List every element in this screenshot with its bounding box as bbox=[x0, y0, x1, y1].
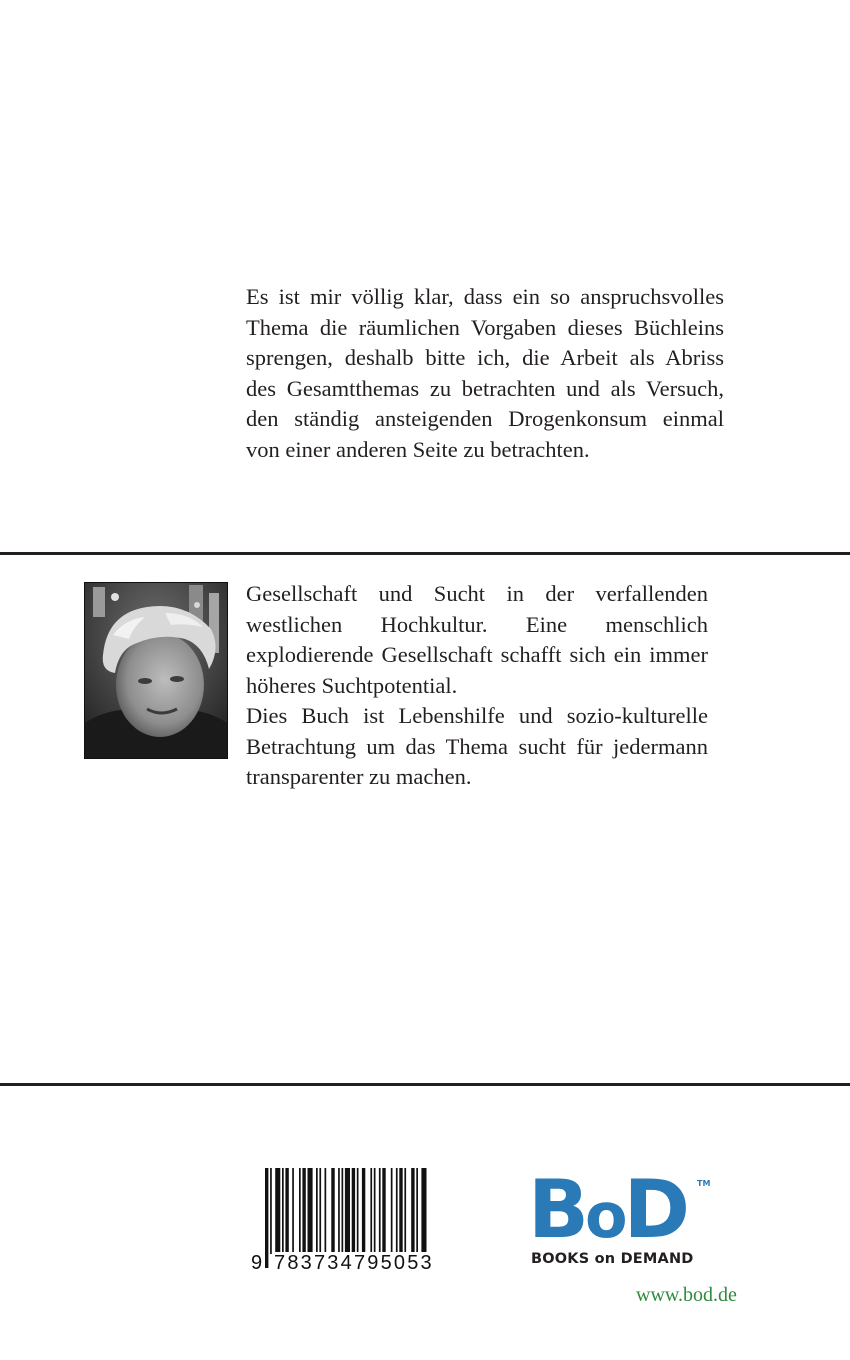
intro-paragraph bbox=[246, 282, 724, 465]
barcode-bar bbox=[411, 1168, 414, 1254]
barcode-bar bbox=[352, 1168, 355, 1254]
blurb-line: westlichen Hochkultur. Eine menschlich bbox=[246, 611, 708, 637]
barcode-bar bbox=[325, 1168, 327, 1254]
barcode-bar bbox=[292, 1168, 294, 1254]
barcode-bar bbox=[316, 1168, 318, 1254]
barcode-bar bbox=[416, 1168, 418, 1254]
blurb-line: transparenter zu machen. bbox=[246, 764, 472, 789]
isbn-digits: 783734795053 bbox=[274, 1252, 434, 1274]
bod-logo-b: B bbox=[528, 1163, 585, 1256]
barcode-bar bbox=[270, 1168, 272, 1254]
barcode-bar bbox=[396, 1168, 398, 1254]
barcode-bar bbox=[391, 1168, 393, 1254]
blurb-line: explodierende Gesellschaft schafft sich ein immer bbox=[246, 642, 708, 667]
barcode-bar bbox=[299, 1168, 301, 1254]
intro-line: sprengen, deshalb bitte ich, die Arbeit als Abriss bbox=[246, 345, 724, 370]
barcode-bar bbox=[374, 1168, 376, 1254]
barcode-bar bbox=[399, 1168, 402, 1254]
barcode-bar bbox=[285, 1168, 288, 1254]
blurb-line: Dies Buch ist Lebenshilfe und sozio-kulturelle bbox=[246, 703, 708, 728]
barcode-bar bbox=[404, 1168, 406, 1254]
author-portrait-icon bbox=[85, 583, 227, 758]
barcode-bar bbox=[379, 1168, 381, 1254]
intro-line: den ständig ansteigenden Drogenkonsum einmal bbox=[246, 406, 724, 431]
barcode-bar bbox=[282, 1168, 284, 1254]
trademark-mark: TM bbox=[697, 1179, 711, 1188]
blurb-line: höheres Suchtpotential. bbox=[246, 672, 458, 698]
publisher-name: BOOKS on DEMAND bbox=[531, 1251, 694, 1267]
divider-top bbox=[0, 552, 850, 555]
author-photo bbox=[84, 582, 228, 759]
isbn-first-digit: 9 bbox=[251, 1252, 265, 1274]
barcode-bar bbox=[302, 1168, 305, 1254]
bod-logo bbox=[528, 1163, 686, 1256]
barcode-bar bbox=[382, 1168, 385, 1254]
intro-line: Thema die räumlichen Vorgaben dieses Büchleins bbox=[246, 314, 724, 340]
intro-line: Es ist mir völlig klar, dass ein so anspruchsvolles bbox=[246, 284, 724, 309]
barcode-bar bbox=[275, 1168, 280, 1254]
barcode-bar bbox=[338, 1168, 340, 1254]
blurb-line: Betrachtung um das Thema sucht für jedermann bbox=[246, 733, 708, 759]
intro-line: des Gesamtthemas zu betrachten und als Versuch, bbox=[246, 375, 724, 401]
barcode-bar bbox=[308, 1168, 313, 1254]
barcode-bar bbox=[362, 1168, 365, 1254]
publisher-url: www.bod.de bbox=[636, 1284, 737, 1306]
barcode-bar bbox=[357, 1168, 359, 1254]
intro-line: von einer anderen Seite zu betrachten. bbox=[246, 436, 590, 462]
blurb-paragraph bbox=[246, 579, 708, 793]
barcode-bar bbox=[331, 1168, 334, 1254]
barcode-bar bbox=[342, 1168, 344, 1254]
barcode-bar bbox=[319, 1168, 321, 1254]
barcode-bar bbox=[265, 1168, 268, 1268]
bod-logo-o: o bbox=[584, 1179, 624, 1252]
barcode-bar bbox=[370, 1168, 372, 1254]
blurb-line: Gesellschaft und Sucht in der verfallenden bbox=[246, 581, 708, 606]
bod-logo-d: D bbox=[623, 1163, 686, 1256]
divider-bottom bbox=[0, 1083, 850, 1086]
